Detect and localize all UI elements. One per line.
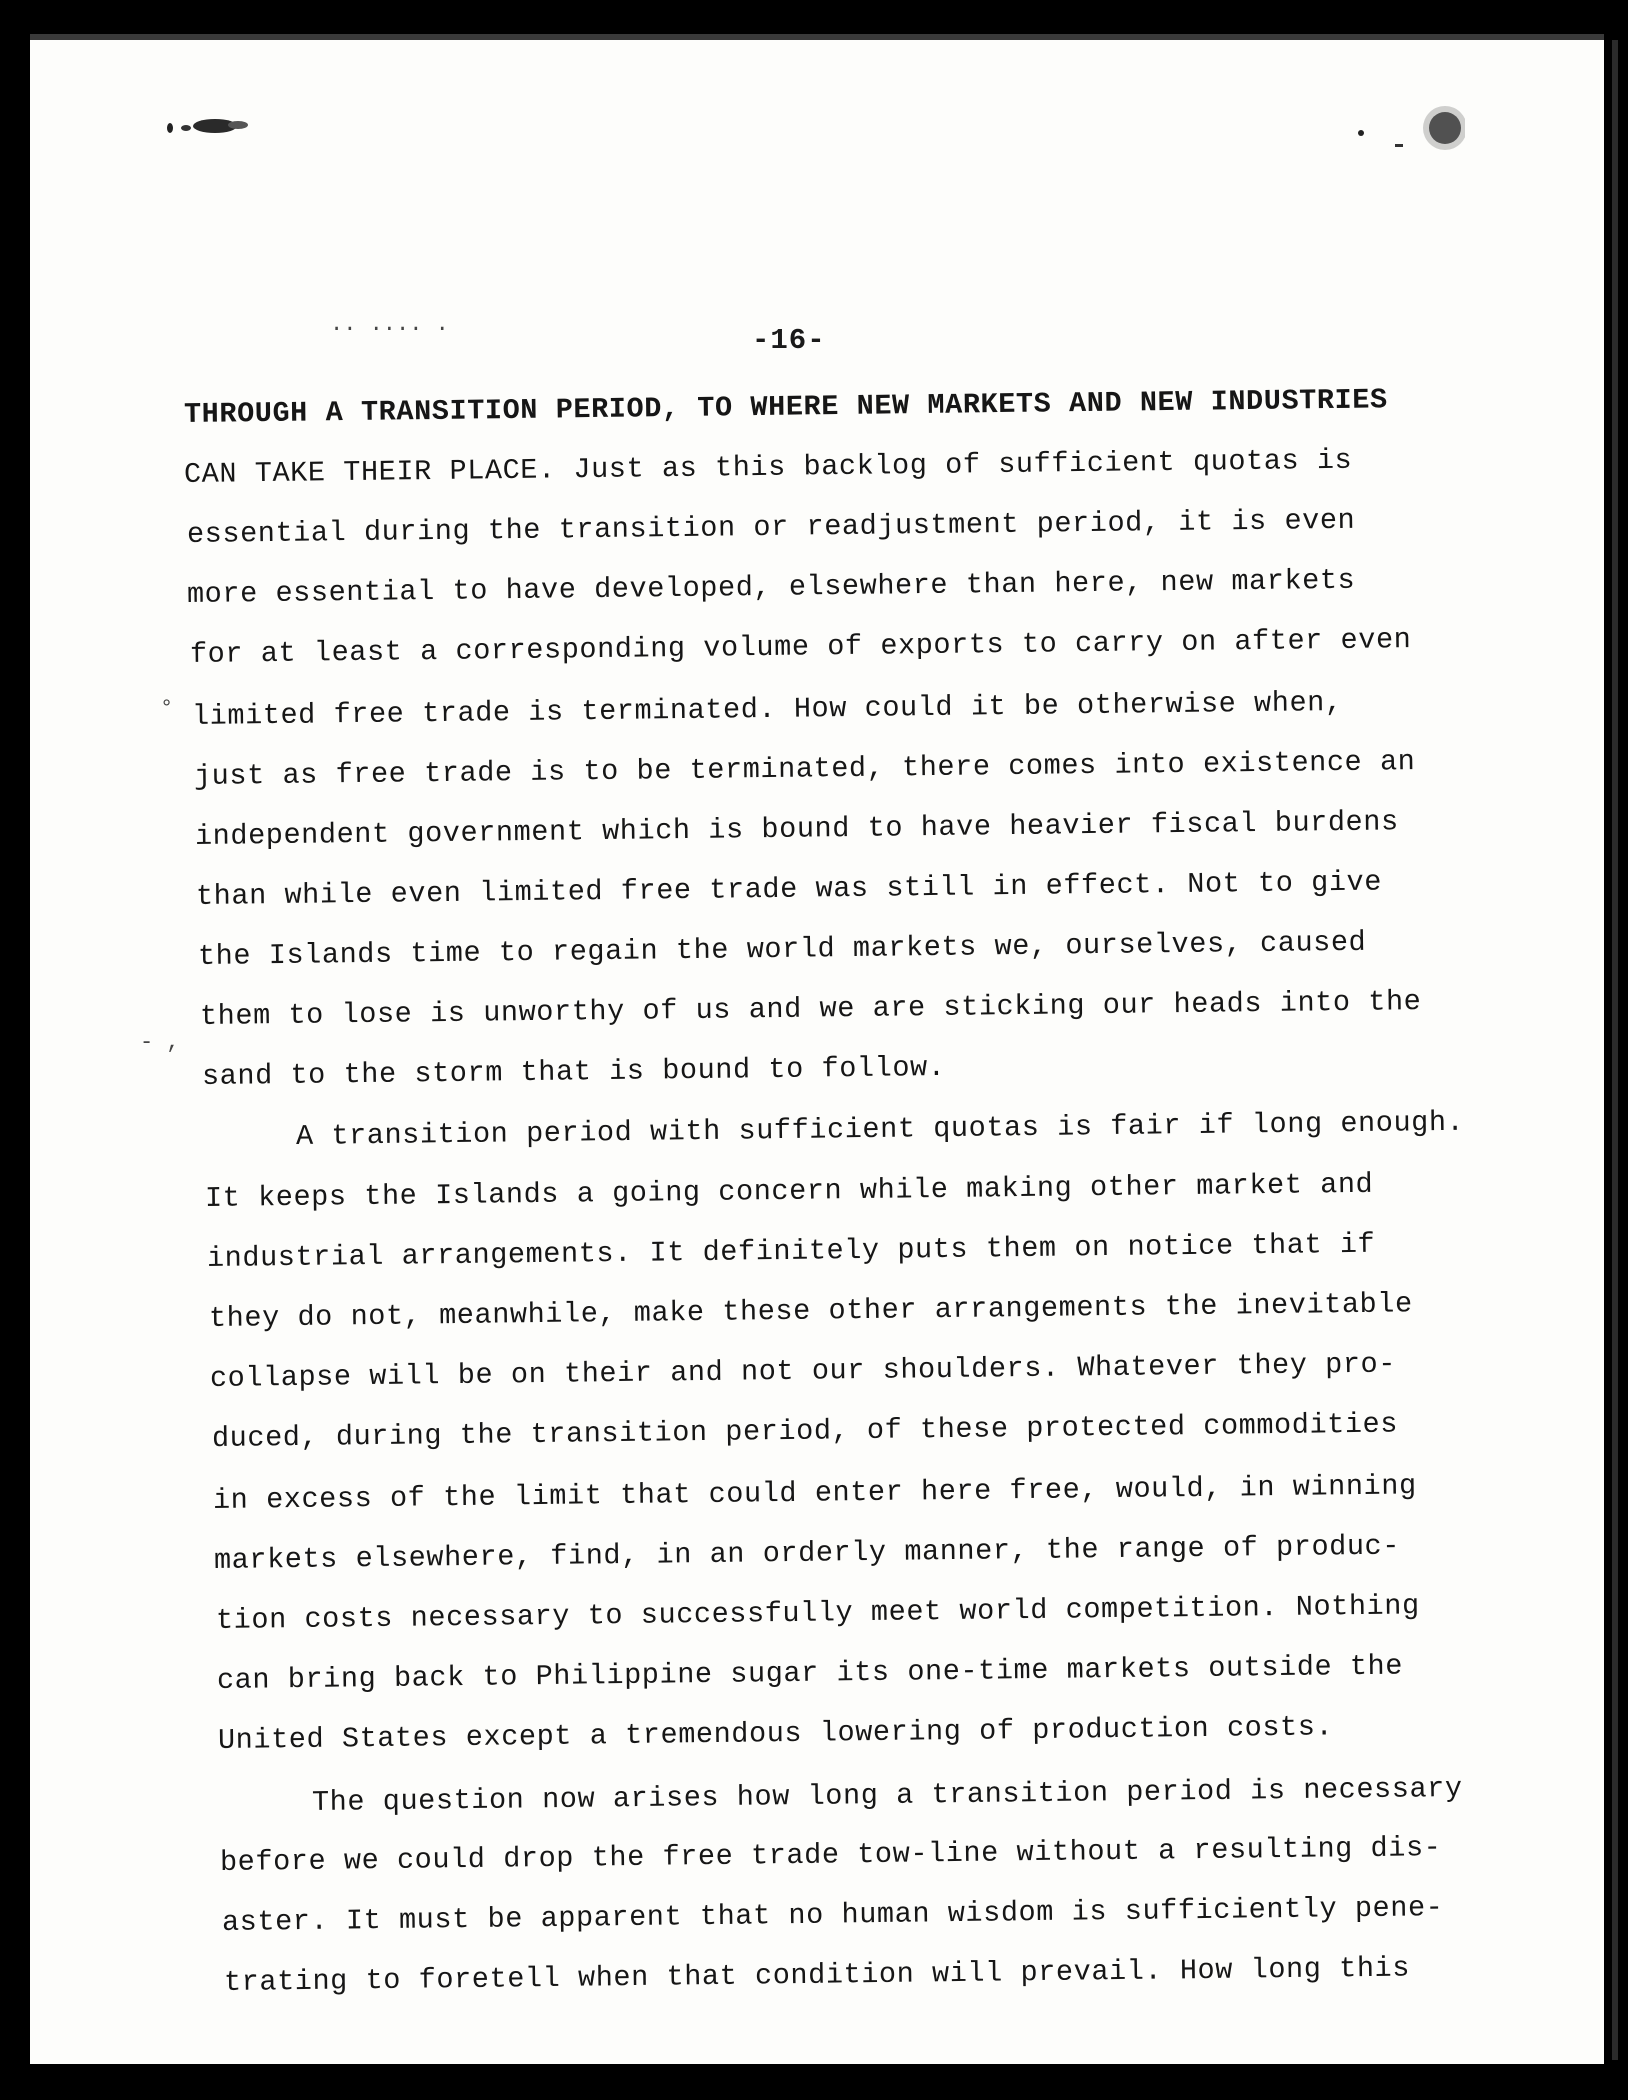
text-line: than while even limited free trade was still in effect. Not to give — [195, 865, 1383, 913]
text-line: just as free trade is to be terminated, there comes into existence an — [193, 745, 1416, 793]
text-line: markets elsewhere, find, in an orderly manner, the range of produc- — [213, 1529, 1401, 1577]
text-line: aster. It must be apparent that no human wisdom is sufficiently pene- — [221, 1891, 1444, 1939]
stray-mark: ° — [160, 696, 174, 721]
stray-marks-dots: .. .... . — [330, 312, 449, 337]
text-line: THROUGH A TRANSITION PERIOD, TO WHERE NEW MARKETS AND NEW INDUSTRIES — [183, 383, 1388, 431]
text-line: trating to foretell when that condition will prevail. How long this — [223, 1951, 1411, 1999]
text-line: for at least a corresponding volume of exports to carry on after even — [189, 623, 1412, 671]
text-line: more essential to have developed, elsewhere than here, new markets — [186, 563, 1356, 611]
text-line: CAN TAKE THEIR PLACE. Just as this backlog of sufficient quotas is — [183, 443, 1353, 491]
text-line: they do not, meanwhile, make these other arrangements the inevitable — [208, 1287, 1413, 1335]
text-line: It keeps the Islands a going concern while making other market and — [204, 1167, 1374, 1215]
text-line: in excess of the limit that could enter here free, would, in winning — [212, 1469, 1417, 1517]
stray-mark: - , — [140, 1030, 180, 1055]
text-line: United States except a tremendous lowering of production costs. — [217, 1710, 1334, 1757]
text-line: A transition period with sufficient quotas is fair if long enough. — [295, 1105, 1465, 1153]
text-line: independent government which is bound to have heavier fiscal burdens — [194, 805, 1399, 853]
text-line: tion costs necessary to successfully meet world competition. Nothing — [215, 1589, 1420, 1637]
text-line: limited free trade is terminated. How could it be otherwise when, — [191, 685, 1343, 733]
text-line: them to lose is unworthy of us and we are sticking our heads into the — [199, 985, 1422, 1033]
ink-smudge-left — [160, 112, 280, 142]
text-line: before we could drop the free trade tow-line without a resulting dis- — [219, 1831, 1442, 1879]
text-line: the Islands time to regain the world markets we, ourselves, caused — [197, 925, 1367, 973]
text-line: The question now arises how long a transition period is necessary — [311, 1771, 1463, 1819]
text-line: collapse will be on their and not our shoulders. Whatever they pro- — [209, 1347, 1397, 1395]
text-line: can bring back to Philippine sugar its one-time markets outside the — [216, 1649, 1404, 1697]
ink-smudge-right — [1345, 100, 1465, 160]
page-edge-shadow — [1612, 40, 1618, 2060]
text-line: sand to the storm that is bound to follow. — [201, 1050, 946, 1093]
page-number: -16- — [752, 324, 826, 357]
text-line: industrial arrangements. It definitely puts them on notice that if — [206, 1227, 1376, 1275]
text-line: duced, during the transition period, of these protected commodities — [211, 1407, 1399, 1455]
text-line: essential during the transition or readjustment period, it is even — [186, 503, 1356, 551]
